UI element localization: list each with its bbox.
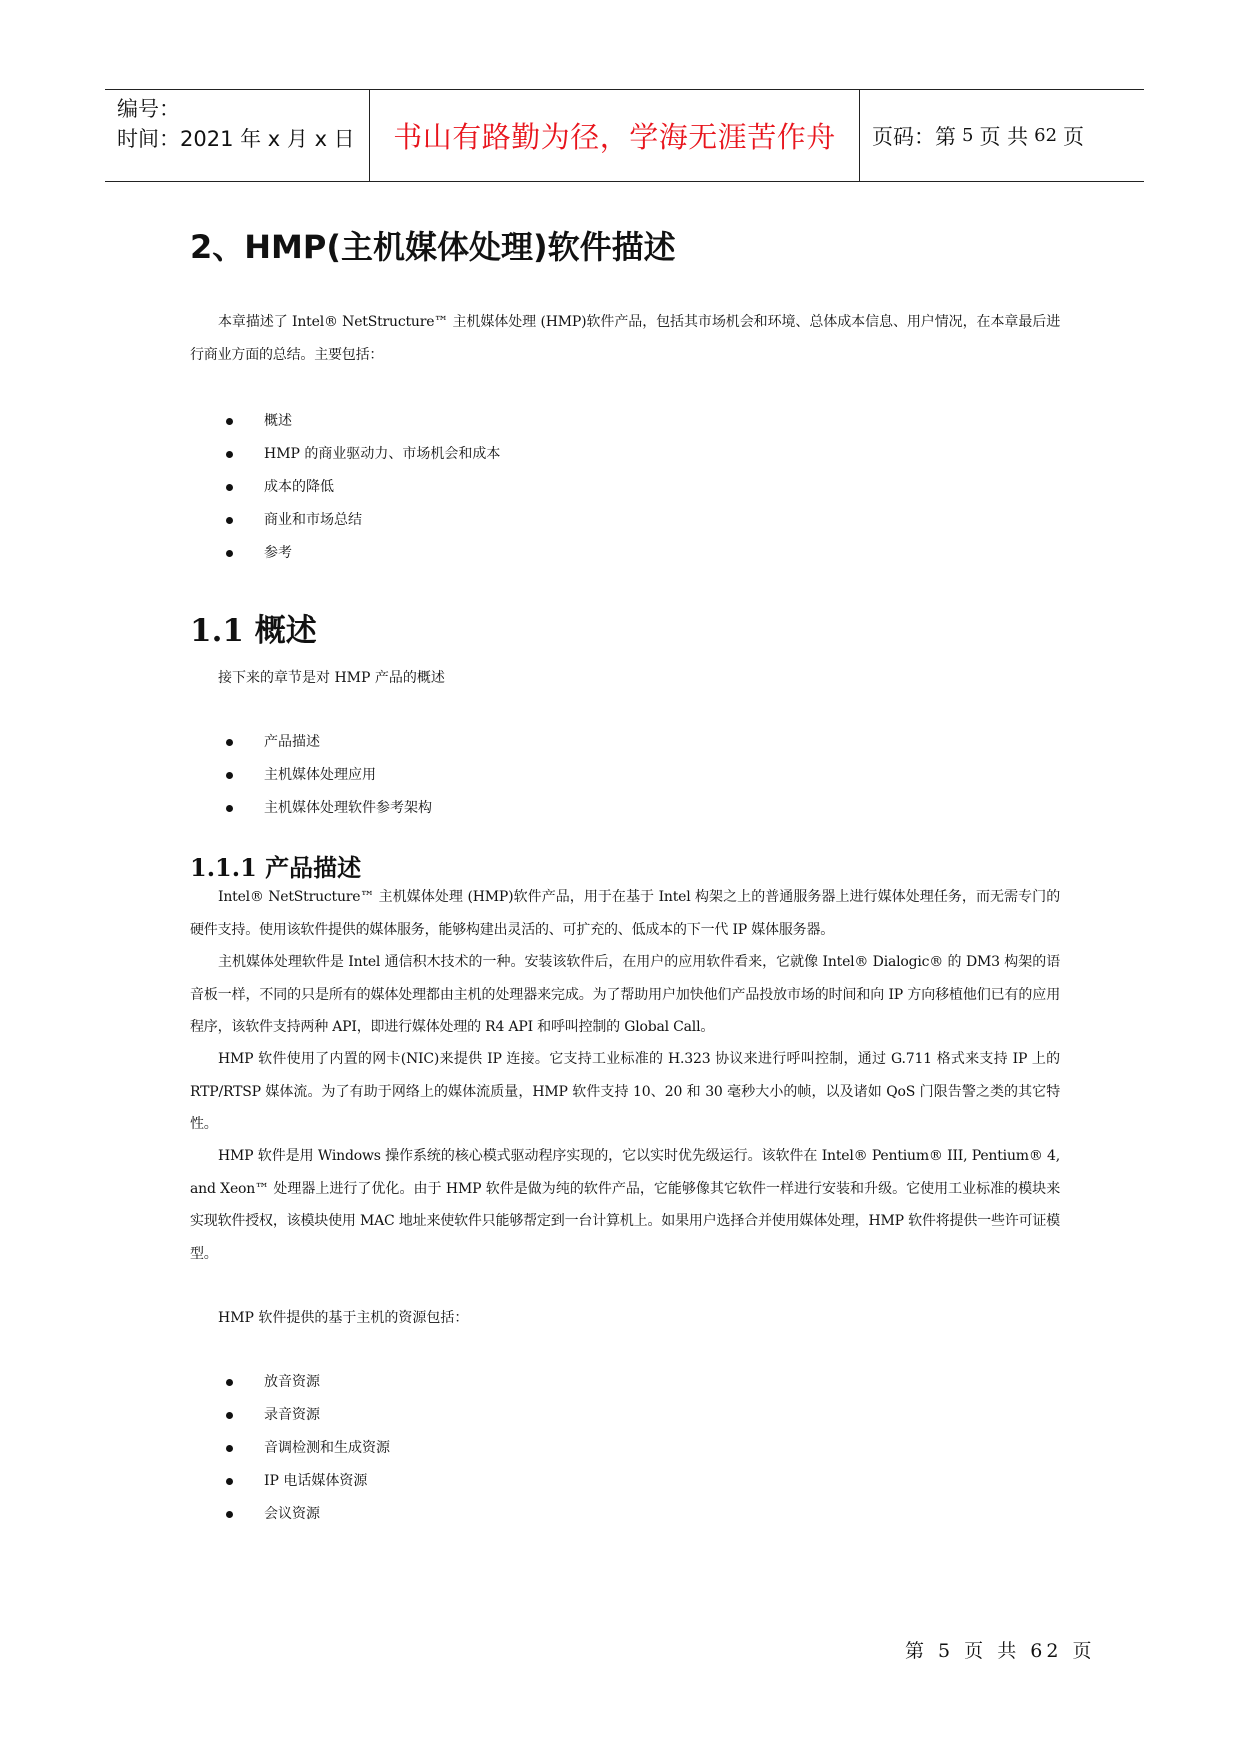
bullet-icon (226, 805, 233, 812)
bullet-icon (226, 1511, 233, 1518)
bullet-icon (226, 451, 233, 458)
list-item: 音调检测和生成资源 (222, 1432, 390, 1465)
section-lead: 接下来的章节是对 HMP 产品的概述 (218, 670, 445, 686)
section-title: 1.1 概述 (190, 613, 317, 649)
list-item: 放音资源 (222, 1366, 390, 1399)
list-item: 商业和市场总结 (222, 504, 500, 537)
body-paragraph: HMP 软件使用了内置的网卡(NIC)来提供 IP 连接。它支持工业标准的 H.323 协议来进行呼叫控制，通过 G.711 格式来支持 IP 上的 RTP/RTSP 媒体流。为了有助于网络上的媒体流质量，HMP 软件支持 10、20 和 30 毫秒大小的帧，以及诸如 QoS 门限告警之类的其它特性。 (190, 1051, 1060, 1132)
header-motto: 书山有路勤为径，学海无涯苦作舟 (370, 90, 860, 181)
list-item: 录音资源 (222, 1399, 390, 1432)
list-item: IP 电话媒体资源 (222, 1465, 390, 1498)
body-paragraph: Intel® NetStructure™ 主机媒体处理 (HMP)软件产品，用于在基于 Intel 构架之上的普通服务器上进行媒体处理任务，而无需专门的硬件支持。使用该软件提供的媒体服务，能够构建出灵活的、可扩充的、低成本的下一代 IP 媒体服务器。 (190, 889, 1060, 938)
resources-lead: HMP 软件提供的基于主机的资源包括： (218, 1310, 469, 1326)
page-footer: 第 5 页 共 62 页 (905, 1640, 1096, 1662)
bullet-icon (226, 517, 233, 524)
bullet-icon (226, 1412, 233, 1419)
body-paragraph: HMP 软件是用 Windows 操作系统的核心模式驱动程序实现的，它以实时优先级运行。该软件在 Intel® Pentium® III, Pentium® 4, and Xeon™ 处理器上进行了优化。由于 HMP 软件是做为纯的软件产品，它能够像其它软件一样进行安装和升级。它使用工业标准的模块来实现软件授权，该模块使用 MAC 地址来使软件只能够帮定到一台计算机上。如果用户选择合并使用媒体处理，HMP 软件将提供一些许可证模型。 (190, 1148, 1060, 1262)
list-item: 产品描述 (222, 726, 432, 759)
list-item: HMP 的商业驱动力、市场机会和成本 (222, 438, 500, 471)
bullet-icon (226, 550, 233, 557)
page-header (105, 89, 1144, 182)
page-total: 62 (1034, 125, 1058, 146)
list-item: 会议资源 (222, 1498, 390, 1531)
chapter-title: 2、HMP(主机媒体处理)软件描述 (190, 228, 676, 266)
list-item: 成本的降低 (222, 471, 500, 504)
page-suffix: 页 (1063, 124, 1085, 149)
bullet-icon (226, 418, 233, 425)
list-item: 参考 (222, 537, 500, 570)
header-page-indicator (860, 90, 1144, 181)
page-prefix: 页码：第 (872, 124, 956, 149)
page-current: 5 (962, 125, 974, 146)
bullet-icon (226, 1478, 233, 1485)
section-bullet-list (222, 726, 432, 825)
bullet-icon (226, 484, 233, 491)
document-number-label: 编号： (117, 97, 180, 121)
bullet-icon (226, 1379, 233, 1386)
subsection-title: 1.1.1 产品描述 (190, 853, 362, 882)
document-time-label: 时间：2021 年 x 月 x 日 (117, 127, 355, 151)
list-item: 主机媒体处理应用 (222, 759, 432, 792)
intro-bullet-list (222, 405, 500, 570)
resources-bullet-list (222, 1366, 390, 1531)
page-mid: 页 共 (979, 124, 1029, 149)
bullet-icon (226, 772, 233, 779)
intro-paragraph: 本章描述了 Intel® NetStructure™ 主机媒体处理 (HMP)软件产品，包括其市场机会和环境、总体成本信息、用户情况，在本章最后进行商业方面的总结。主要包括： (190, 314, 1060, 363)
list-item: 概述 (222, 405, 500, 438)
bullet-icon (226, 1445, 233, 1452)
header-meta (105, 90, 370, 181)
list-item: 主机媒体处理软件参考架构 (222, 792, 432, 825)
bullet-icon (226, 739, 233, 746)
body-paragraph: 主机媒体处理软件是 Intel 通信积木技术的一种。安装该软件后，在用户的应用软件看来，它就像 Intel® Dialogic® 的 DM3 构架的语音板一样，不同的只是所有的媒体处理都由主机的处理器来完成。为了帮助用户加快他们产品投放市场的时间和向 IP 方向移植他们已有的应用程序，该软件支持两种 API，即进行媒体处理的 R4 API 和呼叫控制的 Global Call。 (190, 954, 1060, 1035)
